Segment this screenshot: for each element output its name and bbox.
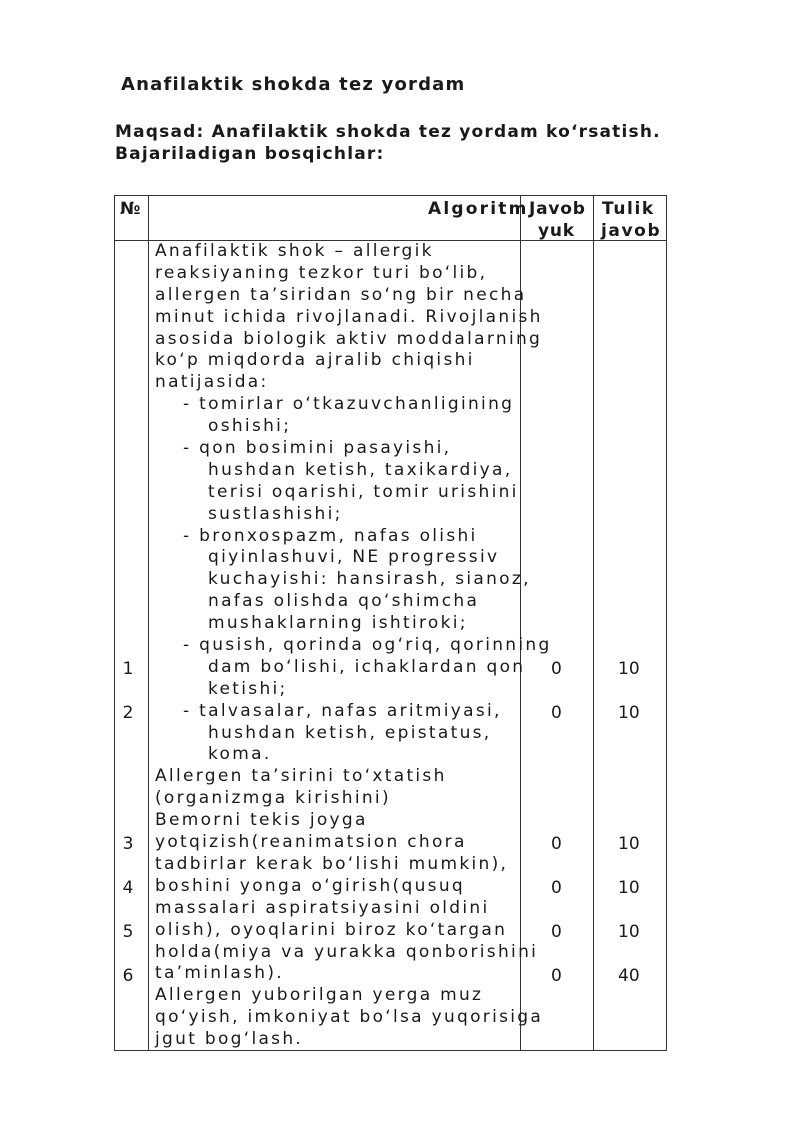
algorithm-line: jgut bog‘lash. (155, 1029, 304, 1050)
algorithm-line: - qusish, qorinda og‘riq, qorinning (183, 635, 552, 656)
goal-statement: Maqsad: Anafilaktik shokda tez yordam ko‘rsatish. (115, 122, 661, 142)
algorithm-line: - talvasalar, nafas aritmiyasi, (183, 700, 502, 721)
full-answer-score: 40 (618, 966, 640, 986)
row-number: 5 (122, 922, 134, 942)
algorithm-line: reaksiyaning tezkor turi bo‘lib, (155, 262, 488, 283)
header-full-answer-line1: Tulik (602, 199, 655, 219)
header-no-answer-line2: yuk (538, 221, 575, 241)
algorithm-line: asosida biologik aktiv moddalarning (155, 328, 543, 349)
algorithm-line: yotqizish(reanimatsion chora (155, 832, 467, 853)
algorithm-line: natijasida: (155, 372, 269, 393)
algorithm-line: ketishi; (208, 678, 288, 699)
algorithm-line: nafas olishda qo‘shimcha (208, 591, 480, 612)
algorithm-line: Anafilaktik shok – allergik (155, 241, 434, 261)
table-top-border (114, 195, 667, 196)
algorithm-line: boshini yonga o‘girish(qusuq (155, 875, 465, 896)
algorithm-line: Allergen ta’sirini to‘xtatish (155, 766, 447, 787)
header-full-answer-line2: javob (601, 221, 662, 241)
algorithm-line: sustlashishi; (208, 503, 343, 524)
full-answer-score: 10 (618, 834, 640, 854)
algorithm-line: ta’minlash). (155, 963, 284, 984)
no-answer-score: 0 (551, 834, 562, 854)
algorithm-line: koma. (208, 744, 272, 765)
algorithm-line: oshishi; (208, 416, 292, 437)
table-col-divider-3 (593, 195, 594, 1051)
algorithm-line: tadbirlar kerak bo‘lishi mumkin), (155, 853, 509, 874)
full-answer-score: 10 (618, 703, 640, 723)
no-answer-score: 0 (551, 703, 562, 723)
no-answer-score: 0 (551, 878, 562, 898)
algorithm-line: allergen ta’siridan so‘ng bir necha (155, 284, 527, 305)
algorithm-line: olish), oyoqlarini biroz ko‘targan (155, 919, 508, 940)
algorithm-line: (organizmga kirishini) (155, 788, 391, 809)
algorithm-line: terisi oqarishi, tomir urishini (208, 481, 519, 502)
algorithm-line: mushaklarning ishtiroki; (208, 613, 468, 634)
algorithm-line: qo‘yish, imkoniyat bo‘lsa yuqorisiga (155, 1007, 544, 1028)
table-col-divider-1 (148, 195, 149, 1051)
algorithm-line: - tomirlar o‘tkazuvchanligining (183, 394, 515, 415)
algorithm-line: - qon bosimini pasayishi, (183, 438, 452, 459)
header-no-answer-line1: Javob (529, 199, 586, 219)
algorithm-text (155, 241, 552, 1051)
algorithm-line: hushdan ketish, taxikardiya, (208, 459, 513, 480)
algorithm-line: Allergen yuborilgan yerga muz (155, 985, 484, 1006)
steps-label: Bajariladigan bosqichlar: (115, 144, 385, 164)
no-answer-score: 0 (551, 659, 562, 679)
full-answer-score: 10 (618, 878, 640, 898)
document-title: Anafilaktik shokda tez yordam (121, 74, 466, 95)
row-number: 6 (122, 966, 134, 986)
algorithm-line: massalari aspiratsiyasini oldini (155, 897, 490, 918)
no-answer-score: 0 (551, 922, 562, 942)
table-left-border (114, 195, 115, 1051)
full-answer-score: 10 (618, 659, 640, 679)
algorithm-line: - bronxospazm, nafas olishi (183, 525, 478, 546)
algorithm-line: minut ichida rivojlanadi. Rivojlanish (155, 306, 543, 327)
header-algorithm: Algoritm (428, 199, 529, 219)
algorithm-line: ko‘p miqdorda ajralib chiqishi (155, 350, 475, 371)
algorithm-line: Bemorni tekis joyga (155, 810, 368, 831)
full-answer-score: 10 (618, 922, 640, 942)
no-answer-score: 0 (551, 966, 562, 986)
row-number: 4 (122, 878, 134, 898)
header-number: № (120, 199, 142, 219)
algorithm-line: dam bo‘lishi, ichaklardan qon (208, 656, 526, 677)
row-number: 3 (122, 834, 134, 854)
algorithm-line: hushdan ketish, epistatus, (208, 722, 492, 743)
row-number: 2 (122, 703, 134, 723)
row-number: 1 (122, 659, 134, 679)
algorithm-line: holda(miya va yurakka qonborishini (155, 941, 539, 962)
table-right-border (666, 195, 667, 1051)
algorithm-line: kuchayishi: hansirash, sianoz, (208, 569, 531, 590)
algorithm-line: qiyinlashuvi, NE progressiv (208, 547, 500, 568)
